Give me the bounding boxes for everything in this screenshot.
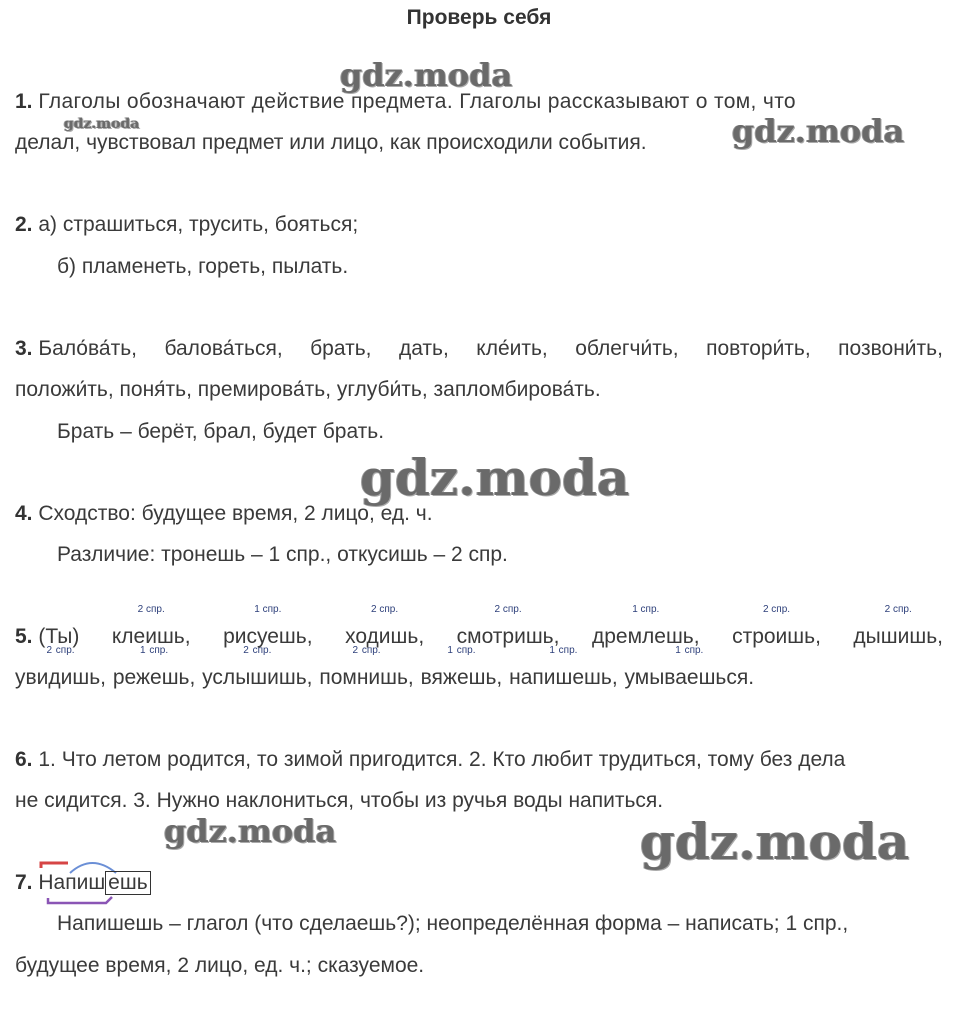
q4-line2: Различие: тронешь – 1 спр., откусишь – 2 спр. bbox=[57, 543, 508, 566]
conjugation-label: 2 спр. bbox=[371, 604, 399, 615]
q5-verb bbox=[624, 645, 755, 690]
q5-word: дышишь, bbox=[853, 625, 943, 648]
q4-text-1: Сходство: будущее время, 2 лицо, ед. ч. bbox=[38, 502, 433, 525]
q5-word: вяжешь, bbox=[420, 666, 503, 689]
conjugation-label: 2 спр. bbox=[884, 604, 912, 615]
q7-line3: будущее время, 2 лицо, ед. ч.; сказуемое. bbox=[15, 954, 425, 977]
page-title: Проверь себя bbox=[406, 6, 552, 29]
q5-word: дремлешь, bbox=[591, 625, 700, 648]
conjugation-label: 1 спр. bbox=[140, 645, 169, 656]
q2-text-1: а) страшиться, трусить, бояться; bbox=[38, 213, 359, 236]
prefix-mark bbox=[41, 863, 68, 868]
conjugation-label: 1 спр. bbox=[447, 645, 476, 656]
conjugation-label: 1 спр. bbox=[549, 645, 578, 656]
q3-line1 bbox=[15, 337, 943, 361]
conjugation-label: 1 спр. bbox=[254, 604, 282, 615]
q7-line2 bbox=[57, 912, 848, 936]
q5-verb bbox=[420, 645, 503, 690]
q5-line2 bbox=[15, 645, 755, 690]
q5-word: умываешься. bbox=[624, 666, 755, 689]
watermark-5: gdz.moda bbox=[164, 812, 337, 850]
q3-number: 3. bbox=[15, 337, 33, 360]
suffix-mark bbox=[48, 897, 112, 903]
q3-word: облегчи́ть, bbox=[575, 337, 679, 360]
watermark-3: gdz.moda bbox=[732, 112, 905, 150]
q3-word: позвони́ть, bbox=[838, 337, 943, 360]
q5-word: строишь, bbox=[732, 625, 821, 648]
watermark-1: gdz.moda bbox=[340, 56, 513, 94]
q2-number: 2. bbox=[15, 213, 33, 236]
q6-text-1: 1. Что летом родится, то зимой пригодится. 2. Кто любит трудиться, тому без дела bbox=[38, 748, 846, 771]
prefix: На bbox=[38, 871, 66, 894]
conjugation-label: 2 спр. bbox=[494, 604, 522, 615]
q5-word: клеишь, bbox=[111, 625, 191, 648]
conjugation-label: 2 спр. bbox=[762, 604, 791, 615]
conjugation-label: 1 спр. bbox=[675, 645, 704, 656]
q5-verb bbox=[853, 604, 943, 649]
q5-verb bbox=[202, 645, 313, 690]
q3-word: Бало́ва́ть, bbox=[38, 337, 137, 360]
q1-line1 bbox=[15, 90, 796, 114]
q7-word: Напишешь bbox=[57, 912, 164, 935]
q6-line1 bbox=[15, 748, 845, 772]
q3-word: дать, bbox=[398, 337, 449, 360]
q3-line2: положи́ть, поня́ть, премирова́ть, углуби́ть, запломбирова́ть. bbox=[15, 378, 601, 401]
q5-verb bbox=[509, 645, 618, 690]
q4-line1 bbox=[15, 502, 433, 526]
q6-number: 6. bbox=[15, 748, 33, 771]
q2-line2: б) пламенеть, гореть, пылать. bbox=[57, 255, 349, 278]
q5-word: смотришь, bbox=[456, 625, 560, 648]
q3-lead bbox=[15, 337, 137, 361]
q5-word: помнишь, bbox=[319, 666, 414, 689]
q3-word: повтори́ть, bbox=[706, 337, 811, 360]
q5-number: 5. bbox=[15, 625, 33, 648]
watermark-6: gdz.moda bbox=[640, 812, 910, 871]
watermark-2: gdz.moda bbox=[64, 116, 140, 132]
q5-word: рисуешь, bbox=[223, 625, 313, 648]
morpheme-word bbox=[38, 871, 150, 894]
watermark-4: gdz.moda bbox=[360, 448, 630, 507]
conjugation-label: 2 спр. bbox=[46, 645, 75, 656]
q1-number: 1. bbox=[15, 90, 33, 113]
q5-word: напишешь, bbox=[509, 666, 618, 689]
q5-word: услышишь, bbox=[202, 666, 313, 689]
q3-word: кле́ить, bbox=[476, 337, 548, 360]
q3-word: балова́ться, bbox=[164, 337, 283, 360]
q5-verb bbox=[112, 645, 196, 690]
q5-word: ходишь, bbox=[345, 625, 425, 648]
q1-text-1: Глаголы обозначают действие предмета. Глаголы рассказывают о том, что bbox=[38, 90, 796, 113]
q4-number: 4. bbox=[15, 502, 33, 525]
q3-line3: Брать – берёт, брал, будет брать. bbox=[57, 420, 385, 443]
root: пиш bbox=[65, 871, 106, 894]
q7-analysis: – глагол (что сделаешь?); неопределённая форма – написать; 1 спр., bbox=[163, 912, 849, 935]
q1-line2: делал, чувствовал предмет или лицо, как происходили события. bbox=[15, 131, 647, 154]
conjugation-label: 1 спр. bbox=[632, 604, 660, 615]
q7-number: 7. bbox=[15, 871, 33, 894]
q5-word: (Ты) bbox=[38, 625, 80, 648]
conjugation-label: 2 спр. bbox=[137, 604, 165, 615]
q6-line2: не сидится. 3. Нужно наклониться, чтобы из ручья воды напиться. bbox=[15, 789, 664, 812]
q5-word: режешь, bbox=[112, 666, 196, 689]
conjugation-label: 2 спр. bbox=[352, 645, 381, 656]
q3-word: брать, bbox=[310, 337, 372, 360]
ending-box: ешь bbox=[105, 871, 150, 895]
q5-verb bbox=[732, 604, 821, 649]
q5-verb bbox=[319, 645, 414, 690]
conjugation-label: 2 спр. bbox=[243, 645, 272, 656]
q5-word: увидишь, bbox=[15, 666, 106, 689]
q2-line1 bbox=[15, 213, 358, 237]
q7-line1 bbox=[15, 871, 151, 895]
q5-verb bbox=[15, 645, 106, 690]
